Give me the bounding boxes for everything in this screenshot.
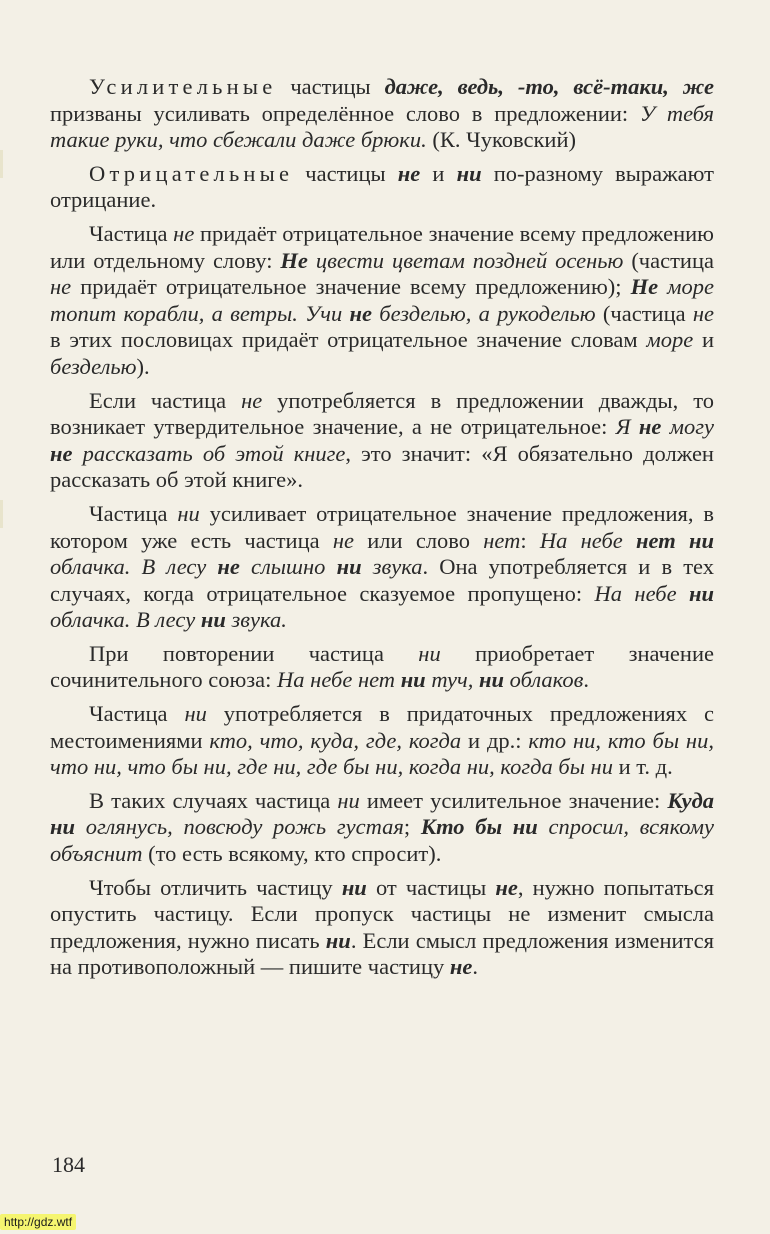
example-italic: звука bbox=[361, 554, 423, 580]
paragraph-text: имеет усилительное значение: bbox=[359, 787, 668, 813]
rule-paragraph bbox=[50, 641, 714, 694]
example-italic: облаков bbox=[504, 667, 584, 693]
paragraph-text: придаёт отрицательное значение всему предложению или отдельному слову: bbox=[50, 220, 714, 273]
page-edge-mark bbox=[0, 500, 3, 528]
particle-example-bold: ни bbox=[325, 927, 351, 953]
rule-paragraph bbox=[50, 875, 714, 981]
paragraph-text: употребляется в предложении дважды, то возникает утвердительное значение, а не отрицательное: bbox=[50, 387, 714, 440]
example-italic: оглянусь, повсюду рожь густая bbox=[75, 814, 404, 840]
paragraph-text: приобретает значение сочинительного союза: bbox=[50, 640, 714, 693]
paragraph-text: . bbox=[472, 954, 478, 980]
example-italic: облачка. В лесу bbox=[50, 607, 201, 633]
paragraph-text: Чтобы отличить частицу bbox=[89, 874, 342, 900]
rule-paragraph bbox=[50, 501, 714, 634]
particle-example-bold: Куда ни bbox=[50, 787, 714, 840]
paragraph-text: . Если смысл предложения изменится на противоположный — пишите частицу bbox=[50, 927, 715, 980]
example-italic: море bbox=[646, 327, 694, 353]
example-italic: нет bbox=[483, 527, 521, 553]
textbook-page-body bbox=[50, 68, 714, 988]
example-italic: кто, что, куда, где, когда bbox=[209, 727, 462, 753]
rule-paragraph bbox=[50, 701, 714, 781]
example-italic: не bbox=[241, 387, 263, 413]
paragraph-text: и bbox=[420, 160, 457, 186]
rule-paragraph bbox=[50, 788, 714, 868]
example-italic: ни bbox=[418, 640, 441, 666]
particle-example-bold: ни bbox=[341, 874, 367, 900]
paragraph-text: и т. д. bbox=[612, 754, 673, 780]
particle-example-bold: ни bbox=[479, 667, 505, 693]
paragraph-text: (частица bbox=[595, 300, 693, 326]
particle-example-bold: ни bbox=[688, 580, 714, 606]
rule-paragraph bbox=[50, 221, 714, 381]
paragraph-text: (частица bbox=[623, 247, 714, 273]
paragraph-text: Частица bbox=[89, 701, 185, 727]
example-italic: облачка. В лесу bbox=[50, 554, 218, 580]
paragraph-text: частицы bbox=[276, 74, 385, 99]
rule-paragraph bbox=[50, 74, 714, 154]
paragraph-text: от частицы bbox=[366, 874, 496, 900]
paragraph-text: придаёт отрицательное значение всему предложению); bbox=[71, 274, 631, 300]
example-italic: не bbox=[332, 527, 355, 553]
page-edge-mark bbox=[0, 150, 3, 178]
paragraph-text: частицы bbox=[293, 160, 398, 186]
example-italic: На небе bbox=[539, 527, 637, 553]
watermark-link[interactable]: http://gdz.wtf bbox=[0, 1214, 76, 1230]
particle-example-bold: Не bbox=[630, 274, 659, 300]
rule-paragraph bbox=[50, 161, 714, 214]
term-spaced: Усилительные bbox=[89, 74, 277, 99]
paragraph-text: Частица bbox=[89, 220, 174, 246]
paragraph-text: употребляется в придаточных предложениях с местоимениями bbox=[50, 701, 715, 753]
paragraph-text: усиливает отрицательное значение предложения, в котором уже есть частица bbox=[50, 500, 714, 553]
rule-paragraph bbox=[50, 388, 714, 494]
example-italic: могу bbox=[661, 414, 715, 440]
example-italic: слышно bbox=[239, 554, 337, 580]
example-italic: море топит корабли, а ветры. Учи bbox=[50, 274, 714, 326]
example-italic: не bbox=[692, 300, 714, 326]
paragraph-text: призваны усиливать определённое слово в предложении: bbox=[50, 100, 640, 126]
particle-example-bold: ни bbox=[400, 667, 426, 693]
paragraph-text: : bbox=[520, 527, 540, 553]
example-italic: не bbox=[173, 220, 195, 246]
example-italic: не bbox=[50, 274, 72, 300]
paragraph-text: ; bbox=[403, 814, 421, 840]
paragraph-text: в этих пословицах придаёт отрицательное значение словам bbox=[50, 327, 647, 353]
paragraph-text: , нужно попытаться опустить частицу. Если пропуск частицы не изменит смысла предложения, нужно писать bbox=[50, 874, 714, 953]
particle-example-bold: не bbox=[349, 300, 373, 326]
example-italic: звука. bbox=[225, 607, 287, 633]
particle-example-bold: даже, ведь, -то, всё-таки, же bbox=[384, 74, 714, 99]
particle-example-bold: не bbox=[449, 954, 473, 980]
particle-example-bold: не bbox=[397, 160, 421, 186]
example-italic: ни bbox=[337, 787, 360, 813]
example-italic: спросил, всякому объяснит bbox=[50, 814, 714, 867]
paragraph-text: (то есть всякому, кто спросит). bbox=[142, 841, 442, 867]
paragraph-text: (К. Чуковский) bbox=[426, 127, 576, 153]
particle-example-bold: ни bbox=[336, 554, 362, 580]
particle-example-bold: не bbox=[217, 554, 240, 580]
paragraph-text: по-разному выражают отрицание. bbox=[50, 160, 714, 213]
example-italic: ни bbox=[177, 500, 200, 526]
particle-example-bold: нет ни bbox=[636, 527, 714, 553]
page-number: 184 bbox=[52, 1152, 85, 1177]
particle-example-bold: Кто бы ни bbox=[420, 814, 538, 840]
example-italic: У тебя такие руки, что сбежали даже брюки. bbox=[50, 100, 715, 153]
particle-example-bold: не bbox=[495, 874, 518, 900]
example-italic: ни bbox=[184, 701, 207, 727]
paragraph-text: При повторении частица bbox=[89, 640, 419, 666]
paragraph-text: ). bbox=[136, 353, 150, 379]
paragraph-text: , это значит: «Я обязательно должен рассказать об этой книге». bbox=[50, 440, 714, 493]
paragraph-text: . Она употребляется и в тех случаях, когда отрицательное сказуемое пропущено: bbox=[50, 554, 715, 606]
example-italic: цвести цветам поздней осенью bbox=[307, 247, 624, 273]
particle-example-bold: ни bbox=[200, 607, 226, 633]
example-italic: безделью, а рукоделью bbox=[372, 300, 596, 326]
example-italic: рассказать об этой книге bbox=[72, 440, 346, 466]
example-italic: кто ни, кто бы ни, что ни, что бы ни, где ни, где бы ни, когда ни, когда бы ни bbox=[50, 727, 714, 780]
particle-example-bold: ни bbox=[456, 160, 482, 186]
paragraph-text: Если частица bbox=[89, 387, 242, 413]
particle-example-bold: не bbox=[638, 414, 662, 440]
paragraph-text: В таких случаях частица bbox=[89, 787, 338, 813]
paragraph-text: и bbox=[693, 327, 714, 353]
paragraph-text: Частица bbox=[89, 500, 178, 526]
example-italic: туч, bbox=[425, 667, 479, 693]
example-italic: Я bbox=[615, 414, 639, 440]
example-italic: На небе bbox=[594, 580, 689, 606]
example-italic: безделью bbox=[50, 353, 137, 379]
term-spaced: Отрицательные bbox=[89, 160, 294, 186]
paragraph-text: . bbox=[583, 667, 589, 693]
particle-example-bold: Не bbox=[280, 247, 308, 273]
example-italic: На небе нет bbox=[277, 667, 401, 693]
paragraph-text: или слово bbox=[354, 527, 484, 553]
particle-example-bold: не bbox=[50, 440, 73, 466]
paragraph-text: и др.: bbox=[461, 727, 529, 753]
